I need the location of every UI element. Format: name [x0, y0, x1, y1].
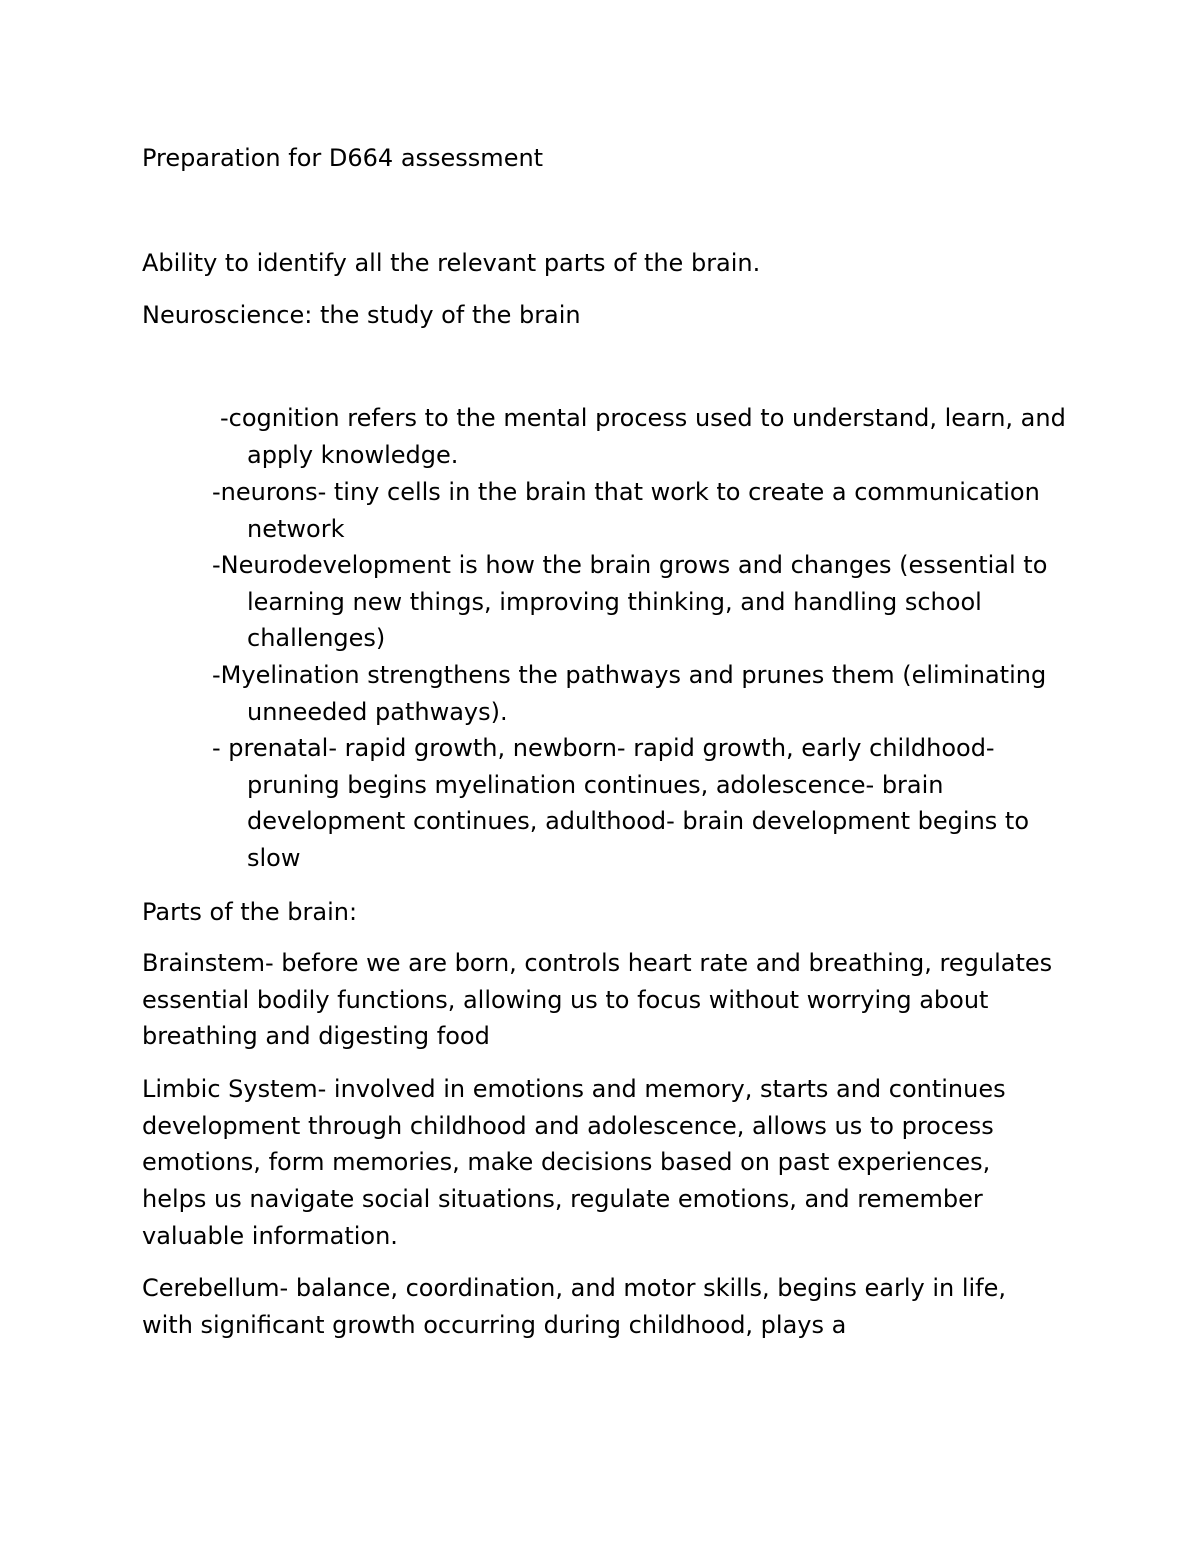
list-item: - prenatal- rapid growth, newborn- rapid growth, early childhood-pruning begins myelination continues, adolescence- brain development continues, adulthood- brain development begins to slow	[212, 734, 1030, 873]
intro-text: Ability to identify all the relevant parts of the brain.	[142, 249, 761, 277]
limbic-paragraph: Limbic System- involved in emotions and memory, starts and continues development through childhood and adolescence, allows us to process emotions, form memories, make decisions based on past experiences, helps us navigate social situations, regulate emotions, and remember valuable information.	[142, 1075, 1006, 1250]
list-item: -Neurodevelopment is how the brain grows and changes (essential to learning new things, improving thinking, and handling school challenges)	[212, 551, 1048, 653]
document-title: Preparation for D664 assessment	[142, 144, 544, 172]
list-item: -neurons- tiny cells in the brain that work to create a communication network	[212, 478, 1040, 543]
brainstem-paragraph: Brainstem- before we are born, controls heart rate and breathing, regulates essential bodily functions, allowing us to focus without worrying about breathing and digesting food	[142, 949, 1053, 1051]
cerebellum-paragraph: Cerebellum- balance, coordination, and motor skills, begins early in life, with significant growth occurring during childhood, plays a	[142, 1274, 1007, 1339]
parts-heading: Parts of the brain:	[142, 898, 358, 926]
list-item: -Myelination strengthens the pathways and prunes them (eliminating unneeded pathways).	[212, 661, 1047, 726]
list-item: -cognition refers to the mental process used to understand, learn, and apply knowledge.	[220, 404, 1066, 469]
definition-text: Neuroscience: the study of the brain	[142, 301, 581, 329]
